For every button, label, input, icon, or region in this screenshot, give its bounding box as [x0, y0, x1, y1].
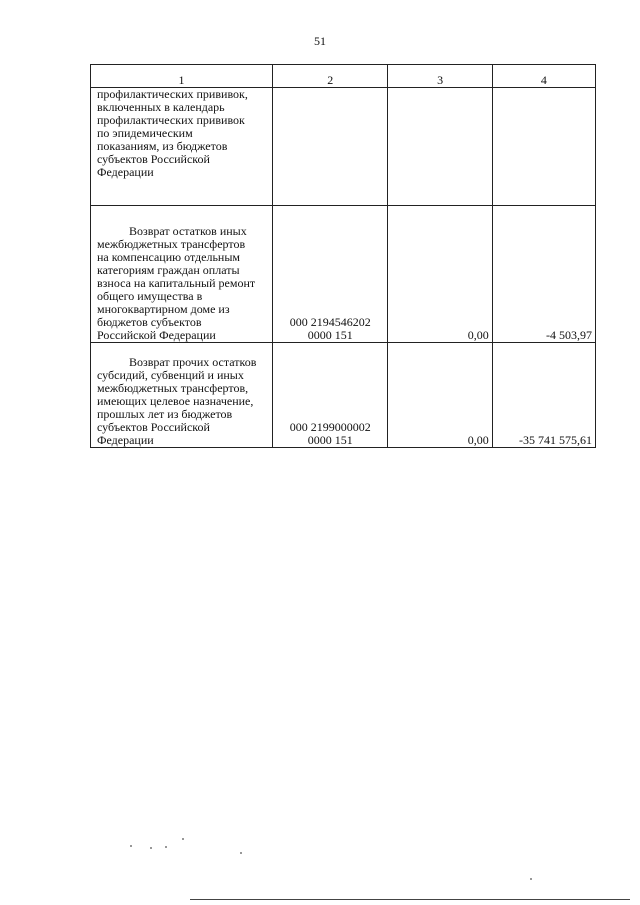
continuation-code-cell	[272, 88, 388, 206]
scan-speck	[240, 852, 242, 854]
row-col3-value: 0,00	[388, 343, 492, 448]
table-row-continuation	[91, 88, 596, 206]
row-code	[272, 343, 388, 448]
scan-speck	[150, 847, 152, 849]
table-row	[91, 206, 596, 343]
row-description-text: Возврат остатков иных межбюджетных трансфертов на компенсацию отдельным категориям граждан оплаты взноса на капитальный ремонт общего имущества в многоквартирном доме из бюджетов субъектов Российской Федерации	[97, 224, 256, 342]
column-header-4: 4	[492, 65, 595, 88]
column-header-1: 1	[91, 65, 273, 88]
continuation-col4-cell	[492, 88, 595, 206]
scan-speck	[130, 845, 132, 847]
budget-table	[90, 64, 596, 448]
row-col3-value: 0,00	[388, 206, 492, 343]
row-code-text: 000 2194546202 0000 151	[289, 315, 371, 342]
row-description-text: Возврат прочих остатков субсидий, субвенций и иных межбюджетных трансфертов, имеющих целевое назначение, прошлых лет из бюджетов субъектов Российской Федерации	[97, 355, 257, 447]
table-header-row	[91, 65, 596, 88]
scan-speck	[165, 846, 167, 848]
column-header-2: 2	[272, 65, 388, 88]
continuation-col3-cell	[388, 88, 492, 206]
table-row	[91, 343, 596, 448]
continuation-description	[91, 88, 273, 206]
row-code-text: 000 2199000002 0000 151	[289, 420, 371, 447]
row-description	[91, 206, 273, 343]
column-header-3: 3	[388, 65, 492, 88]
row-col4-value: -4 503,97	[492, 206, 595, 343]
scan-speck	[182, 838, 184, 840]
continuation-text: профилактических прививок, включенных в календарь профилактических прививок по эпидемическим показаниям, из бюджетов субъектов Российской Федерации	[97, 87, 248, 179]
row-col4-value: -35 741 575,61	[492, 343, 595, 448]
page-number: 51	[314, 34, 326, 48]
footer-rule	[190, 899, 630, 900]
row-description	[91, 343, 273, 448]
row-code	[272, 206, 388, 343]
scan-speck	[530, 878, 532, 880]
